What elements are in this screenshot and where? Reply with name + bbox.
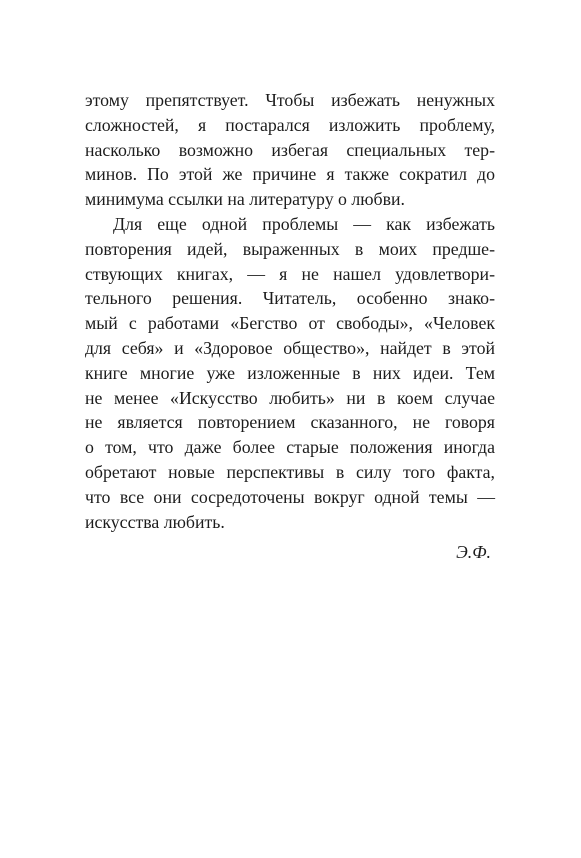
paragraph-1 — [85, 88, 495, 212]
text-line: для себя» и «Здоровое общество», найдет в этой — [85, 337, 495, 358]
text-line: Для еще одной проблемы — как избежать — [113, 213, 495, 234]
text-line: о том, что даже более старые положения иногда — [85, 437, 495, 458]
text-line: минов. По этой же причине я также сократил до — [85, 164, 495, 185]
text-line: что все они сосредоточены вокруг одной темы — — [85, 486, 495, 507]
text-line: мый с работами «Бегство от свободы», «Человек — [85, 313, 495, 334]
text-line: обретают новые перспективы в силу того факта, — [85, 461, 495, 482]
body-text — [85, 88, 495, 565]
text-line: повторения идей, выраженных в моих предше- — [85, 238, 495, 259]
text-line: книге многие уже изложенные в них идеи. Тем — [85, 362, 495, 383]
text-line: тельного решения. Читатель, особенно знако- — [85, 288, 495, 309]
author-signature: Э.Ф. — [456, 542, 491, 563]
text-line: не является повторением сказанного, не говоря — [85, 412, 495, 433]
text-line: минимума ссылки на литературу о любви. — [85, 189, 405, 210]
text-line: насколько возможно избегая специальных тер- — [85, 139, 495, 160]
text-line: сложностей, я постарался изложить проблему, — [85, 114, 495, 135]
paragraph-2 — [85, 212, 495, 534]
text-line: не менее «Искусство любить» ни в коем случае — [85, 387, 495, 408]
text-line: этому препятствует. Чтобы избежать ненужных — [85, 90, 495, 110]
text-line: ствующих книгах, — я не нашел удовлетвори- — [85, 263, 495, 284]
text-line: искусства любить. — [85, 511, 225, 532]
